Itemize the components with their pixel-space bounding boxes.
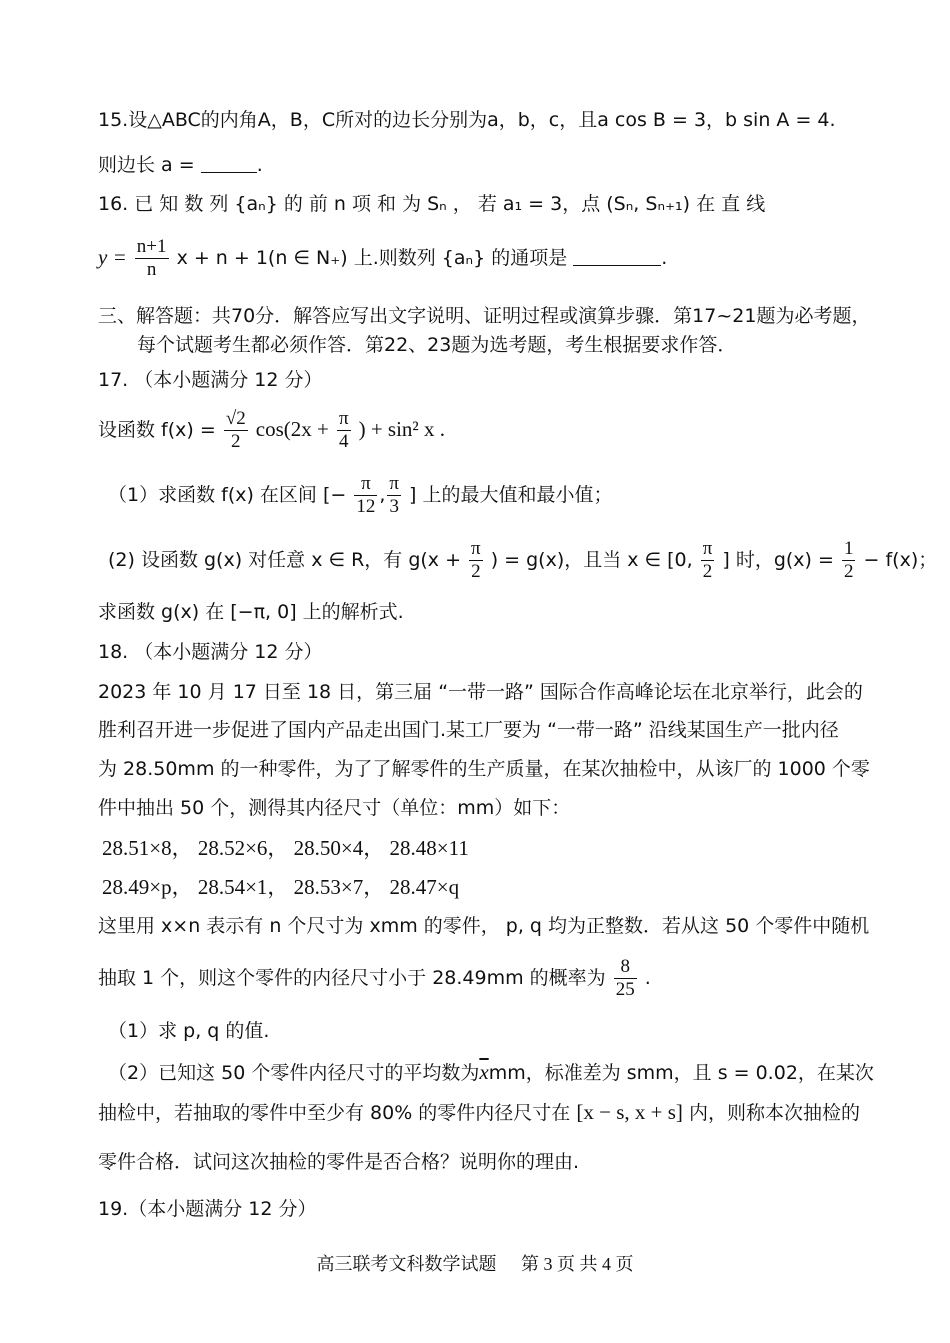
page-footer <box>0 1250 950 1276</box>
footer-title: 高三联考文科数学试题 <box>316 1254 497 1274</box>
fraction: $\frac{\pi}{12}$ <box>356 473 376 517</box>
q18-header: 18. （本小题满分 12 分） <box>98 641 323 663</box>
section-instructions: 每个试题考生都必须作答．第22、23题为选考题，考生根据要求作答． <box>137 334 737 356</box>
q18-paragraph: 这里用 x×n 表示有 n 个尺寸为 xmm 的零件， p, q 均为正整数．若从这 50 个零件中随机 <box>98 915 870 937</box>
q18-part2-line2: 抽检中，若抽取的零件中至少有 80% 的零件内径尺寸在 [x − s, x + s] 内，则称本次抽检的 <box>98 1100 860 1124</box>
fraction: $\frac{8}{25}$ <box>615 956 635 1000</box>
fraction: $\frac{1}{2}$ <box>843 538 854 582</box>
fraction: $\frac{\pi}{2}$ <box>471 538 481 582</box>
answer-blank <box>573 247 661 266</box>
q18-data-row: 28.49×p， 28.54×1， 28.53×7， 28.47×q <box>102 875 460 899</box>
q15-line1: 15.设△ABC的内角A，B，C所对的边长分别为a，b，c，且a cos B = 3，b sin A = 4. <box>98 109 836 131</box>
q16-line1: 16. 已 知 数 列 {aₙ} 的 前 n 项 和 为 Sₙ ， 若 a₁ = 3，点 (Sₙ, Sₙ₊₁) 在 直 线 <box>98 193 766 215</box>
q17-definition: 设函数 f(x) = $\frac{√2}{2}$ cos(2x + $\frac{\pi}{4}$ ) + sin² x . <box>98 408 445 452</box>
q17-part2: (2) 设函数 g(x) 对任意 x ∈ R，有 g(x + $\frac{\pi}{2}$ ) = g(x)，且当 x ∈ [0, $\frac{\pi}{2}$ ] 时，g(x) = $\frac{1}{2}$ − f(x)； <box>108 538 938 582</box>
fraction: $\frac{\pi}{2}$ <box>702 538 713 582</box>
answer-blank <box>201 154 257 173</box>
fraction: $\frac{\pi}{3}$ <box>389 473 399 517</box>
q17-part2-line2: 求函数 g(x) 在 [−π, 0] 上的解析式. <box>98 601 404 623</box>
q17-header: 17. （本小题满分 12 分） <box>98 369 323 391</box>
q18-part2: （2）已知这 50 个零件内径尺寸的平均数为$\overline{x}mm$，标准差为 smm，且 s = 0.02，在某次 <box>108 1060 874 1084</box>
q18-part1: （1）求 p, q 的值. <box>108 1020 270 1042</box>
q18-paragraph: 抽取 1 个，则这个零件的内径尺寸小于 28.49mm 的概率为 $\frac{8}{25}$ . <box>98 956 651 1000</box>
q19-header: 19.（本小题满分 12 分） <box>98 1198 317 1220</box>
q18-paragraph: 2023 年 10 月 17 日至 18 日，第三届 “一带一路” 国际合作高峰论坛在北京举行，此会的 <box>98 681 863 703</box>
q15-line2: 则边长 a = . <box>98 154 263 176</box>
q16-line2: y = $\frac{n+1}{n}$ x + n + 1(n ∈ N₊) 上.则数列 {aₙ} 的通项是 . <box>98 236 668 280</box>
fraction: $\frac{n+1}{n}$ <box>136 236 167 280</box>
fraction: $\frac{\pi}{4}$ <box>338 408 349 452</box>
q18-part2-line3: 零件合格．试问这次抽检的零件是否合格？说明你的理由. <box>98 1151 580 1173</box>
q18-paragraph: 胜利召开进一步促进了国内产品走出国门.某工厂要为 “一带一路” 沿线某国生产一批内径 <box>98 719 839 741</box>
section-heading: 三、解答题：共70分．解答应写出文字说明、证明过程或演算步骤．第17~21题为必考题， <box>98 305 871 327</box>
q18-paragraph: 为 28.50mm 的一种零件，为了了解零件的生产质量，在某次抽检中，从该厂的 1000 个零 <box>98 758 870 780</box>
q17-part1: （1）求函数 f(x) 在区间 [− $\frac{\pi}{12}$ , $\frac{\pi}{3}$ ] 上的最大值和最小值； <box>108 473 613 517</box>
q18-data-row: 28.51×8， 28.52×6， 28.50×4， 28.48×11 <box>102 836 469 860</box>
q18-paragraph: 件中抽出 50 个，测得其内径尺寸（单位：mm）如下： <box>98 797 571 819</box>
fraction: $\frac{√2}{2}$ <box>225 408 246 452</box>
page-number: 第 3 页 共 4 页 <box>521 1254 634 1274</box>
